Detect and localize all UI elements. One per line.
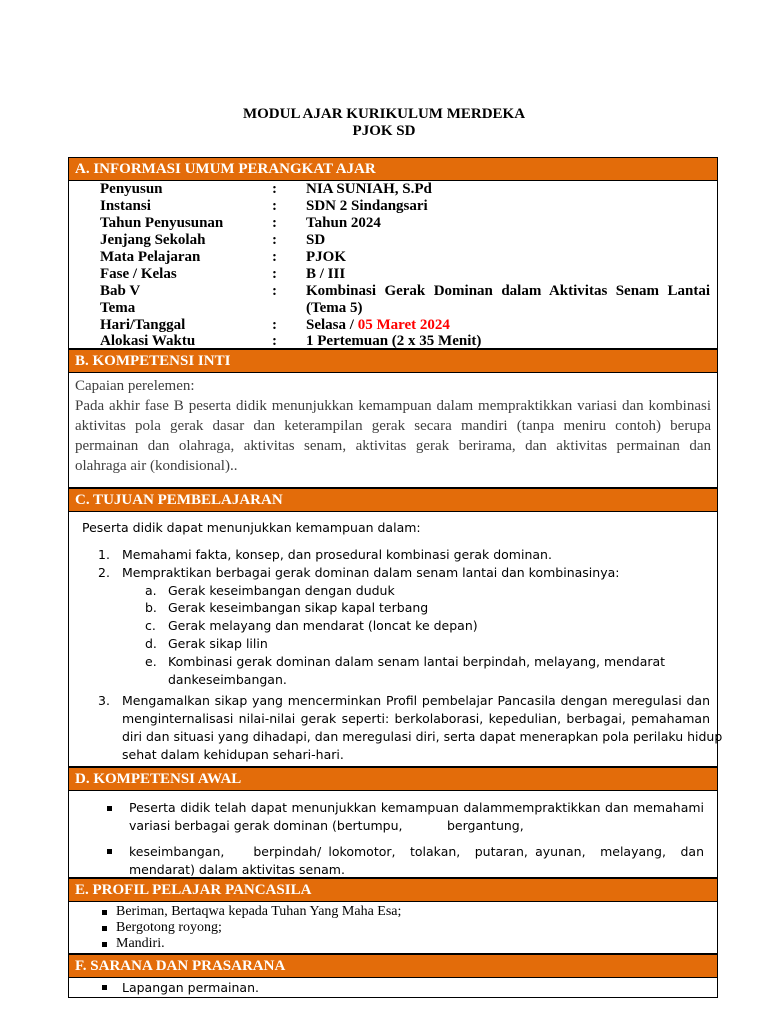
para-line: aktivitas pola gerak dasar dan keterampilan gerak secara mandiri (tanpa meniru contoh) berupa (75, 418, 711, 434)
section-b-paragraph (75, 396, 711, 476)
list-item: Memahami fakta, konsep, dan prosedural kombinasi gerak dominan. (122, 547, 552, 562)
section-d-heading: D. KOMPETENSI AWAL (68, 767, 718, 791)
document-title: MODUL AJAR KURIKULUM MERDEKA (242, 106, 526, 122)
sublist-item: Gerak melayang dan mendarat (loncat ke depan) (168, 618, 478, 633)
info-value-bab: Kombinasi Gerak Dominan dalam Aktivitas Senam Lantai (306, 283, 710, 299)
para-line: permainan dan olahraga, aktivitas senam, aktivitas gerak berirama, dan aktivitas permainan dan (75, 438, 711, 454)
bullet-text: keseimbangan, berpindah/ lokomotor, tolakan, putaran, ayunan, melayang, dan (129, 844, 704, 859)
document-subtitle: PJOK SD (352, 123, 416, 139)
profil-item: Bergotong royong; (116, 920, 222, 935)
bullet-text: variasi berbagai gerak dominan (bertumpu, (129, 818, 403, 833)
list-item-line: Mengamalkan sikap yang mencerminkan Profil pembelajar Pancasila dengan meregulasi dan (122, 693, 710, 708)
sublist-item-cont: dankeseimbangan. (168, 672, 287, 687)
section-b-heading: B. KOMPETENSI INTI (68, 349, 718, 373)
section-c-heading: C. TUJUAN PEMBELAJARAN (68, 488, 718, 512)
sublist-item: Gerak keseimbangan dengan duduk (168, 583, 395, 598)
bullet-icon (102, 985, 107, 990)
section-b-subtitle: Capaian perelemen: (75, 378, 195, 394)
profil-item: Mandiri. (116, 936, 165, 951)
date-value: 05 Maret 2024 (357, 317, 450, 333)
bullet-icon (102, 926, 107, 931)
list-item-line: menginternalisasi nilai-nilai gerak seperti: berkolaborasi, kepedulian, berbagai, pemahaman (122, 711, 710, 726)
sublist-letter: d. (145, 636, 157, 651)
sublist-item: Kombinasi gerak dominan dalam senam lantai berpindah, melayang, mendarat (168, 654, 666, 669)
section-c-intro: Peserta didik dapat menunjukkan kemampuan dalam: (82, 520, 421, 535)
bullet-icon (107, 849, 112, 854)
list-number: 1. (98, 547, 110, 562)
list-number: 2. (98, 565, 110, 580)
list-item: Mempraktikan berbagai gerak dominan dalam senam lantai dan kombinasinya: (122, 565, 620, 580)
list-item-line: sehat dalam kehidupan sehari-hari. (122, 747, 344, 762)
sublist-letter: e. (145, 654, 157, 669)
sublist-item: Gerak keseimbangan sikap kapal terbang (168, 600, 429, 615)
section-a-heading: A. INFORMASI UMUM PERANGKAT AJAR (68, 157, 718, 181)
bullet-icon (102, 910, 107, 915)
bullet-text: Peserta didik telah dapat menunjukkan kemampuan dalammempraktikkan dan memahami (129, 800, 704, 815)
section-f-heading: F. SARANA DAN PRASARANA (68, 954, 718, 978)
sublist-letter: b. (145, 600, 157, 615)
sublist-letter: c. (145, 618, 156, 633)
para-line: olahraga air (kondisional).. (75, 458, 238, 474)
sublist-letter: a. (145, 583, 157, 598)
para-line: Pada akhir fase B peserta didik menunjukkan kemampuan dalam mempraktikkan variasi dan kombinasi (75, 398, 711, 414)
profil-item: Beriman, Bertaqwa kepada Tuhan Yang Maha Esa; (116, 904, 402, 919)
bullet-icon (102, 942, 107, 947)
bullet-text: mendarat) dalam aktivitas senam. (129, 862, 345, 877)
list-number: 3. (98, 693, 110, 708)
bullet-text: bergantung, (447, 818, 524, 833)
section-e-heading: E. PROFIL PELAJAR PANCASILA (68, 878, 718, 902)
list-item-line: diri dan situasi yang dihadapi, dan meregulasi diri, serta dapat menerapkan pola perilaku hidup (122, 729, 723, 744)
sublist-item: Gerak sikap lilin (168, 636, 268, 651)
bullet-icon (107, 806, 112, 811)
sarana-item: Lapangan permainan. (122, 980, 259, 995)
